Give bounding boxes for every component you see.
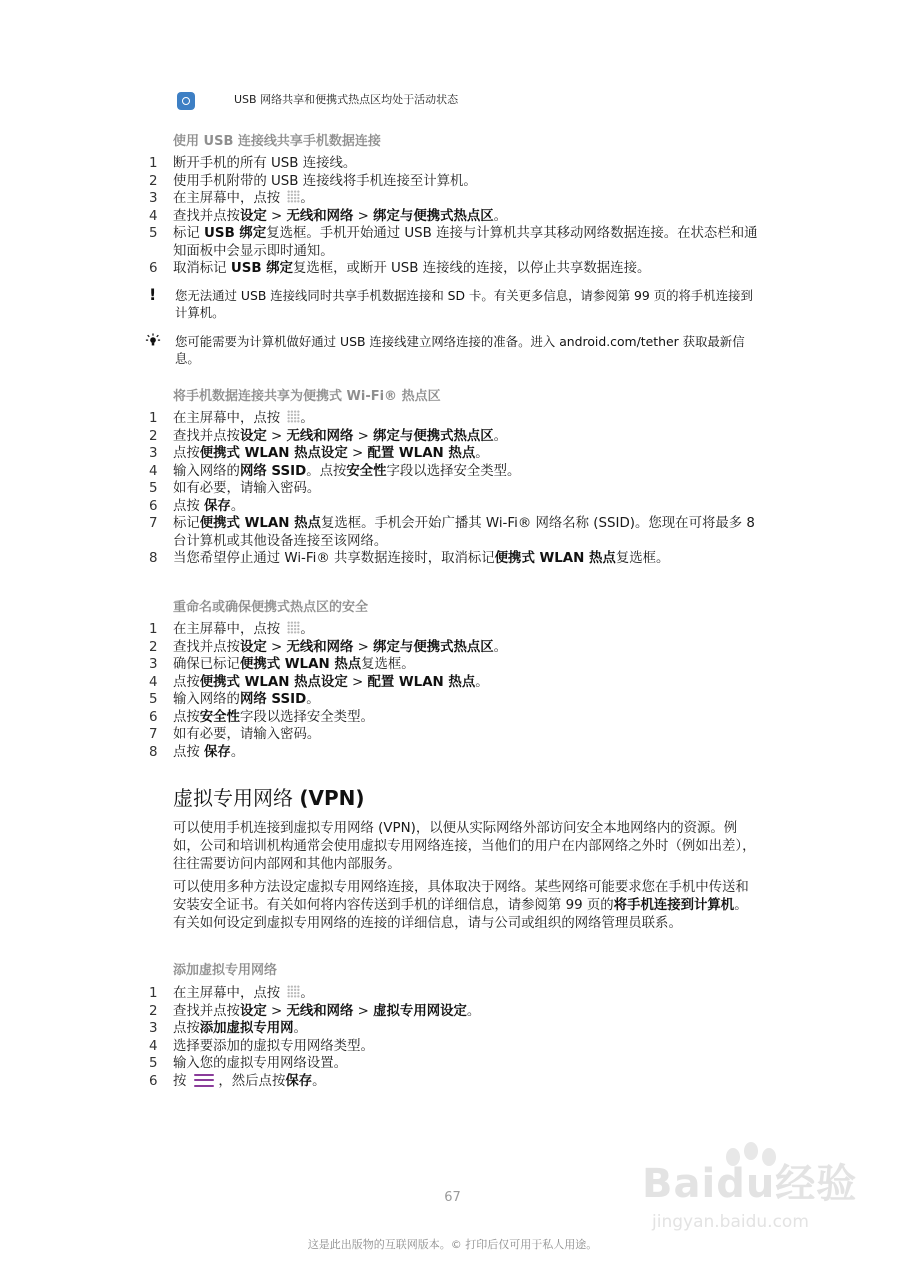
step-text: 点按: [173, 446, 200, 461]
step-text: 。: [466, 1003, 481, 1019]
step-item: [145, 260, 765, 278]
step-bold-text: 设定: [239, 208, 267, 224]
step-number: 6: [149, 261, 158, 276]
step-bold-text: 便携式 WLAN 热点: [239, 657, 362, 672]
step-number: 3: [149, 657, 158, 672]
step-text: 如有必要，请输入密码。: [173, 727, 321, 742]
step-item: [145, 674, 765, 692]
vpn-title-text: 虚拟专用网络: [173, 786, 300, 810]
step-bold-text: 网络 SSID: [239, 692, 307, 707]
paw-icon: [744, 1142, 758, 1160]
step-text: 在主屏幕中，点按: [173, 191, 285, 206]
step-bold-text: 便携式 WLAN 热点: [199, 516, 321, 531]
vpn-para2-text: 可以使用多种方法设定虚拟专用网络连接，具体取决于网络。某些网络可能要求您在手机中传送和安装安全证书。有关如何将内容传送到手机的详细信息，请参阅第 99 页的: [173, 880, 749, 913]
section-heading-add-vpn: 添加虚拟专用网络: [173, 963, 278, 978]
step-text: 字段以选择安全类型。: [386, 463, 521, 479]
step-number: 1: [149, 411, 158, 426]
vpn-paragraph-1: 可以使用手机连接到虚拟专用网络 (VPN)，以便从实际网络外部访问安全本地网络内的资源。例如，公司和培训机构通常会使用虚拟专用网络连接，当他们的用户在内部网络之外时（例如出差），往往需要访问内部网和其他内部服务。: [173, 821, 756, 872]
step-text: 。点按: [306, 463, 347, 479]
step-text: 。: [300, 411, 314, 426]
warning-note: [145, 287, 755, 321]
step-text: >: [353, 428, 374, 444]
step-number: 6: [149, 1073, 158, 1089]
step-text: 点按: [173, 744, 205, 760]
step-bold-text: 虚拟专用网设定: [373, 1003, 467, 1019]
section-heading-hotspot: 将手机数据连接共享为便携式 Wi-Fi® 热点区: [173, 389, 441, 404]
step-item: [145, 463, 765, 481]
watermark-logo: Baidu经验: [642, 1161, 858, 1207]
step-bold-text: 便携式 WLAN 热点设定: [199, 446, 348, 461]
step-item: [145, 515, 765, 550]
step-number: 1: [149, 622, 158, 637]
step-text: >: [266, 639, 287, 655]
step-item: [145, 709, 765, 727]
step-text: 复选框。手机开始通过 USB 连接与计算机共享其移动网络数据连接。在状态栏和通知面板中会显示即时通知。: [173, 226, 758, 259]
step-text: 如有必要，请输入密码。: [173, 481, 321, 496]
step-text: >: [266, 1003, 287, 1019]
footer-text: 这是此出版物的互联网版本。© 打印后仅可用于私人用途。: [307, 1238, 598, 1251]
step-bold-text: 绑定与便携式热点区: [373, 428, 494, 444]
step-text: 。: [312, 1073, 326, 1089]
step-item: [145, 445, 765, 463]
step-bold-text: USB 绑定: [230, 261, 293, 276]
steps-hotspot: [145, 410, 765, 568]
step-text: 点按: [173, 498, 205, 514]
step-text: 在主屏幕中，点按: [173, 986, 285, 1001]
step-text: 字段以选择安全类型。: [239, 709, 374, 725]
step-bold-text: 保存: [204, 744, 231, 760]
step-text: 查找并点按: [173, 1003, 240, 1019]
step-text: 复选框。手机会开始广播其 Wi-Fi® 网络名称 (SSID)。您现在可将最多 8 台计算机或其他设备连接至该网络。: [173, 516, 755, 549]
vpn-para2-link: 将手机连接到计算机: [613, 898, 735, 913]
step-text: >: [353, 639, 374, 655]
step-bold-text: USB 绑定: [204, 226, 267, 241]
vpn-title-bold: (VPN): [299, 786, 365, 810]
step-text: 标记: [173, 516, 200, 531]
step-text: 点按: [173, 674, 200, 690]
lightbulb-icon: [145, 333, 161, 353]
step-text: 复选框。: [615, 551, 670, 566]
step-number: 7: [149, 727, 158, 742]
step-number: 3: [149, 191, 158, 206]
step-text: 点按: [173, 1021, 200, 1036]
step-number: 3: [149, 446, 158, 461]
step-number: 4: [149, 674, 158, 690]
step-text: 在主屏幕中，点按: [173, 411, 285, 426]
step-text: 。: [306, 692, 320, 707]
step-number: 5: [149, 226, 158, 241]
step-text: 输入网络的: [173, 463, 240, 479]
step-item: [145, 1055, 765, 1073]
step-text: 点按: [173, 709, 200, 725]
step-item: [145, 155, 765, 173]
step-number: 1: [149, 156, 158, 171]
step-bold-text: 无线和网络: [286, 208, 354, 224]
app-grid-icon: [287, 985, 300, 998]
step-item: [145, 480, 765, 498]
step-item: [145, 726, 765, 744]
step-text: 。: [230, 744, 245, 760]
step-item: [145, 621, 765, 639]
step-item: [145, 208, 765, 226]
step-item: [145, 985, 765, 1003]
step-item: [145, 1073, 765, 1091]
step-bold-text: 无线和网络: [286, 639, 354, 655]
app-grid-icon: [287, 410, 300, 423]
step-bold-text: 配置 WLAN 热点: [367, 446, 476, 461]
step-text: 当您希望停止通过 Wi-Fi® 共享数据连接时，取消标记: [173, 551, 495, 566]
step-item: [145, 498, 765, 516]
step-number: 6: [149, 498, 158, 514]
step-text: 按: [173, 1073, 187, 1089]
warning-text: 您无法通过 USB 连接线同时共享手机数据连接和 SD 卡。有关更多信息，请参阅第 99 页的将手机连接到计算机。: [175, 288, 753, 320]
step-bold-text: 便携式 WLAN 热点: [494, 551, 616, 566]
step-text: 。: [493, 639, 508, 655]
page-number: 67: [444, 1190, 461, 1205]
step-bold-text: 设定: [239, 1003, 267, 1019]
step-item: [145, 744, 765, 762]
step-text: 复选框，或断开 USB 连接线的连接，以停止共享数据连接。: [293, 261, 651, 276]
step-text: 。: [475, 446, 489, 461]
step-text: >: [266, 428, 287, 444]
step-bold-text: 绑定与便携式热点区: [373, 208, 494, 224]
step-text: >: [353, 1003, 374, 1019]
step-item: [145, 428, 765, 446]
step-text: 使用手机附带的 USB 连接线将手机连接至计算机。: [173, 173, 477, 189]
step-bold-text: 设定: [239, 428, 267, 444]
step-number: 6: [149, 709, 158, 725]
step-number: 8: [149, 744, 158, 760]
menu-icon: [194, 1073, 214, 1088]
status-text: USB 网络共享和便携式热点区均处于活动状态: [234, 93, 459, 106]
step-text: 。: [300, 622, 314, 637]
step-text: 。: [300, 191, 314, 206]
step-item: [145, 656, 765, 674]
step-bold-text: 便携式 WLAN 热点设定: [199, 674, 348, 690]
step-text: 查找并点按: [173, 208, 240, 224]
step-item: [145, 1020, 765, 1038]
step-number: 5: [149, 1056, 158, 1071]
step-text: 查找并点按: [173, 639, 240, 655]
step-text: >: [347, 446, 368, 461]
step-text: 。: [493, 208, 508, 224]
steps-usb: [145, 155, 765, 278]
step-bold-text: 网络 SSID: [239, 463, 307, 479]
step-number: 7: [149, 516, 158, 531]
step-number: 2: [149, 1003, 158, 1019]
step-item: [145, 410, 765, 428]
section-heading-usb: 使用 USB 连接线共享手机数据连接: [173, 134, 381, 149]
step-number: 2: [149, 173, 158, 189]
step-item: [145, 173, 765, 191]
step-text: 。: [300, 986, 314, 1001]
step-bold-text: 安全性: [199, 709, 240, 725]
step-text: 。: [475, 674, 489, 690]
app-grid-icon: [287, 190, 300, 203]
vpn-para2-text-end: 。有关如何设定到虚拟专用网络的连接的详细信息，请与公司或组织的网络管理员联系。: [173, 898, 748, 931]
step-item: [145, 225, 765, 260]
step-number: 5: [149, 692, 158, 707]
vpn-paragraph-2: [173, 879, 758, 933]
step-text: 查找并点按: [173, 428, 240, 444]
step-bold-text: 安全性: [346, 463, 387, 479]
step-item: [145, 550, 765, 568]
step-text: 确保已标记: [173, 657, 240, 672]
step-item: [145, 190, 765, 208]
steps-add-vpn: [145, 985, 765, 1090]
step-text: >: [266, 208, 287, 224]
step-text: 输入您的虚拟专用网络设置。: [173, 1056, 348, 1071]
step-bold-text: 添加虚拟专用网: [199, 1021, 294, 1036]
tip-note: [145, 333, 755, 367]
step-number: 1: [149, 986, 158, 1001]
step-bold-text: 无线和网络: [286, 428, 354, 444]
step-item: [145, 1003, 765, 1021]
step-text: 输入网络的: [173, 692, 240, 707]
tip-text: 您可能需要为计算机做好通过 USB 连接线建立网络连接的准备。进入 android.com/tether 获取最新信息。: [175, 334, 745, 366]
watermark-url: jingyan.baidu.com: [652, 1212, 809, 1232]
vpn-title: [173, 785, 365, 811]
step-bold-text: 设定: [239, 639, 267, 655]
step-number: 8: [149, 551, 158, 566]
step-text: 断开手机的所有 USB 连接线。: [173, 156, 357, 171]
step-text: 。: [293, 1021, 307, 1036]
step-number: 4: [149, 463, 158, 479]
step-bold-text: 无线和网络: [286, 1003, 354, 1019]
step-item: [145, 1038, 765, 1056]
step-number: 2: [149, 639, 158, 655]
step-text: >: [353, 208, 374, 224]
warning-icon: !: [149, 285, 157, 304]
step-bold-text: 配置 WLAN 热点: [367, 674, 476, 690]
step-item: [145, 691, 765, 709]
step-bold-text: 保存: [285, 1073, 313, 1089]
step-text: 。: [493, 428, 508, 444]
step-bold-text: 保存: [204, 498, 231, 514]
app-grid-icon: [287, 621, 300, 634]
step-number: 2: [149, 428, 158, 444]
step-text: 选择要添加的虚拟专用网络类型。: [173, 1038, 374, 1054]
baidu-watermark: [642, 1140, 857, 1250]
step-text: 在主屏幕中，点按: [173, 622, 285, 637]
step-text: 复选框。: [361, 657, 415, 672]
step-text: 取消标记: [173, 261, 231, 276]
section-heading-rename: 重命名或确保便携式热点区的安全: [173, 600, 369, 615]
step-number: 4: [149, 208, 158, 224]
step-text: 。: [230, 498, 245, 514]
step-text: ，然后点按: [218, 1073, 286, 1089]
step-text: >: [347, 674, 368, 690]
step-text: 标记: [173, 226, 205, 241]
step-bold-text: 绑定与便携式热点区: [373, 639, 494, 655]
step-item: [145, 639, 765, 657]
step-number: 4: [149, 1038, 158, 1054]
step-number: 3: [149, 1021, 158, 1036]
step-number: 5: [149, 481, 158, 496]
usb-tether-icon: [177, 92, 195, 110]
steps-rename: [145, 621, 765, 761]
